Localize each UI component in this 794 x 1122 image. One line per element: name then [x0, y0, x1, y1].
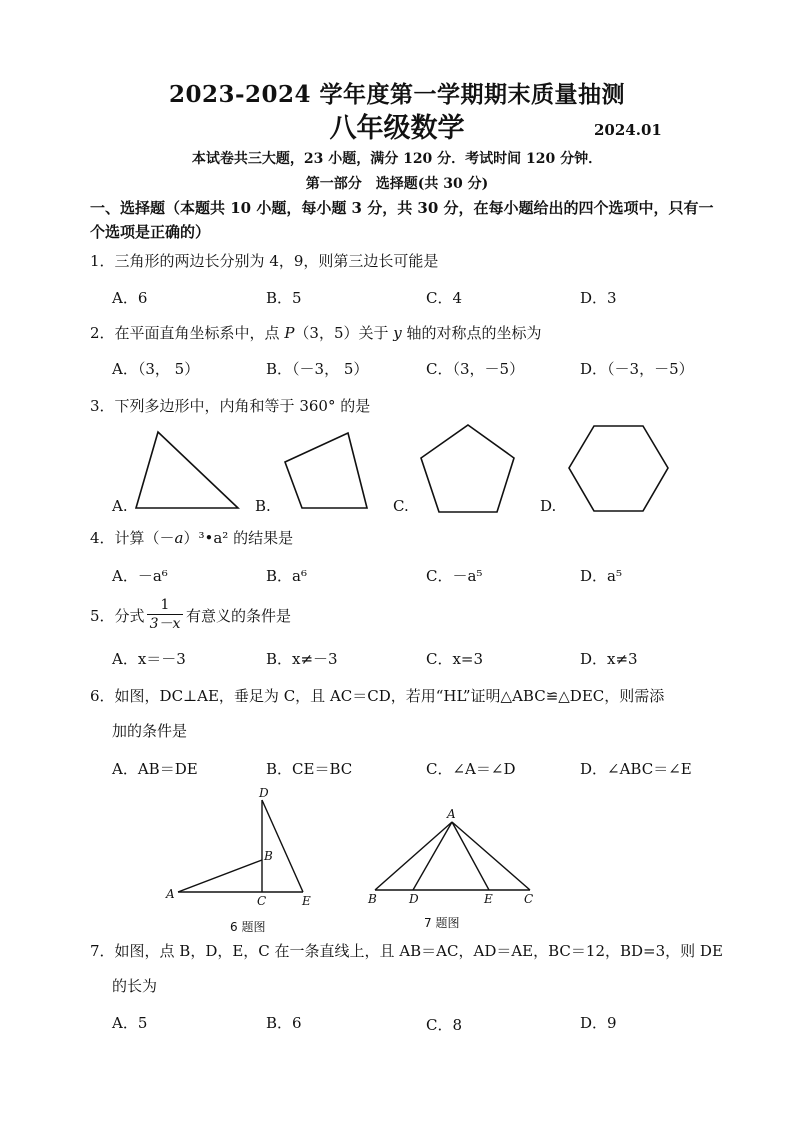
fraction-numerator: 1 [160, 597, 170, 613]
q4-option-c: C．－a⁵ [426, 567, 483, 585]
q6-option-a: A．AB＝DE [112, 760, 198, 778]
q5-option-b: B．x≠－3 [266, 650, 338, 668]
fig6-label-e: E [302, 894, 311, 908]
q2-option-a: A．（3， 5） [112, 360, 200, 378]
figure-7 [367, 807, 533, 906]
fig7-segment-ab [375, 822, 452, 890]
q2-option-c: C．（3，－5） [426, 360, 525, 378]
q4-option-b: B．a⁶ [266, 567, 307, 585]
fig7-label-d: D [409, 892, 419, 906]
q2-option-b: B．（－3， 5） [266, 360, 369, 378]
fig7-label-c: C [524, 892, 534, 906]
q1-option-b: B．5 [266, 289, 302, 307]
q7-option-c: C．8 [426, 1016, 463, 1034]
question-2: 2．在平面直角坐标系中，点 P（3，5）关于 y 轴的对称点的坐标为 [90, 324, 542, 342]
fig6-label-a: A [166, 887, 175, 901]
figure-6 [165, 786, 311, 908]
fig7-segment-ad [413, 822, 452, 890]
figure-7-caption: 7 题图 [424, 916, 460, 930]
q3-option-c: C. [393, 497, 409, 515]
q3-option-d: D. [540, 497, 557, 515]
question-4: 4．计算（－a）³•a² 的结果是 [90, 529, 294, 547]
fig6-label-b: B [264, 849, 273, 863]
question-7: 7．如图，点 B，D，E，C 在一条直线上，且 AB＝AC，AD＝AE，BC＝12，BD=3，则 DE [90, 942, 723, 960]
question-3: 3．下列多边形中，内角和等于 360° 的是 [90, 397, 371, 415]
question-6-continued: 加的条件是 [112, 722, 188, 740]
fig6-segment-de [262, 800, 303, 892]
exam-info: 本试卷共三大题，23 小题，满分 120 分．考试时间 120 分钟． [191, 151, 603, 167]
q6-option-b: B．CE＝BC [266, 760, 353, 778]
q1-option-c: C．4 [426, 289, 463, 307]
q5-option-c: C．x=3 [426, 650, 484, 668]
q7-option-a: A．5 [112, 1014, 148, 1032]
question-5-prefix: 5．分式 [90, 607, 145, 625]
fig6-label-d: D [259, 786, 269, 800]
q5-option-d: D．x≠3 [580, 650, 638, 668]
fig7-segment-ac [452, 822, 530, 890]
question-1: 1．三角形的两边长分别为 4，9，则第三边长可能是 [90, 252, 439, 270]
part-heading: 第一部分 选择题(共 30 分) [305, 176, 489, 192]
q5-option-a: A．x＝－3 [112, 650, 186, 668]
q6-option-c: C．∠A＝∠D [426, 760, 516, 778]
q7-option-d: D．9 [580, 1014, 617, 1032]
q6-option-d: D．∠ABC＝∠E [580, 760, 692, 778]
fig7-label-a: A [447, 807, 456, 821]
q3-option-a: A. [112, 497, 128, 515]
fig7-segment-ae [452, 822, 489, 890]
exam-date: 2024.01 [594, 121, 662, 139]
q4-option-a: A．－a⁶ [112, 567, 168, 585]
q3-option-b: B. [255, 497, 271, 515]
question-7-continued: 的长为 [112, 977, 158, 995]
q1-option-d: D．3 [580, 289, 617, 307]
fig7-label-b: B [368, 892, 377, 906]
fig6-label-c: C [257, 894, 267, 908]
exam-subject: 八年级数学 [329, 113, 465, 144]
q4-option-d: D．a⁵ [580, 567, 622, 585]
section-heading: 一、选择题（本题共 10 小题，每小题 3 分，共 30 分，在每小题给出的四个选项中，只有一个选项是正确的） [90, 199, 714, 241]
fig6-segment-ab [178, 860, 262, 892]
fraction-denominator: 3－x [149, 616, 181, 632]
q2-option-d: D．（－3，－5） [580, 360, 694, 378]
q7-option-b: B．6 [266, 1014, 302, 1032]
figure-6-caption: 6 题图 [230, 920, 266, 934]
exam-title: 2023-2024 学年度第一学期期末质量抽测 [168, 81, 626, 108]
fig7-label-e: E [484, 892, 493, 906]
question-5-suffix: 有意义的条件是 [186, 607, 292, 625]
question-6: 6．如图，DC⊥AE，垂足为 C，且 AC＝CD，若用“HL”证明△ABC≌△DEC，则需添 [90, 687, 665, 705]
q1-option-a: A．6 [112, 289, 148, 307]
